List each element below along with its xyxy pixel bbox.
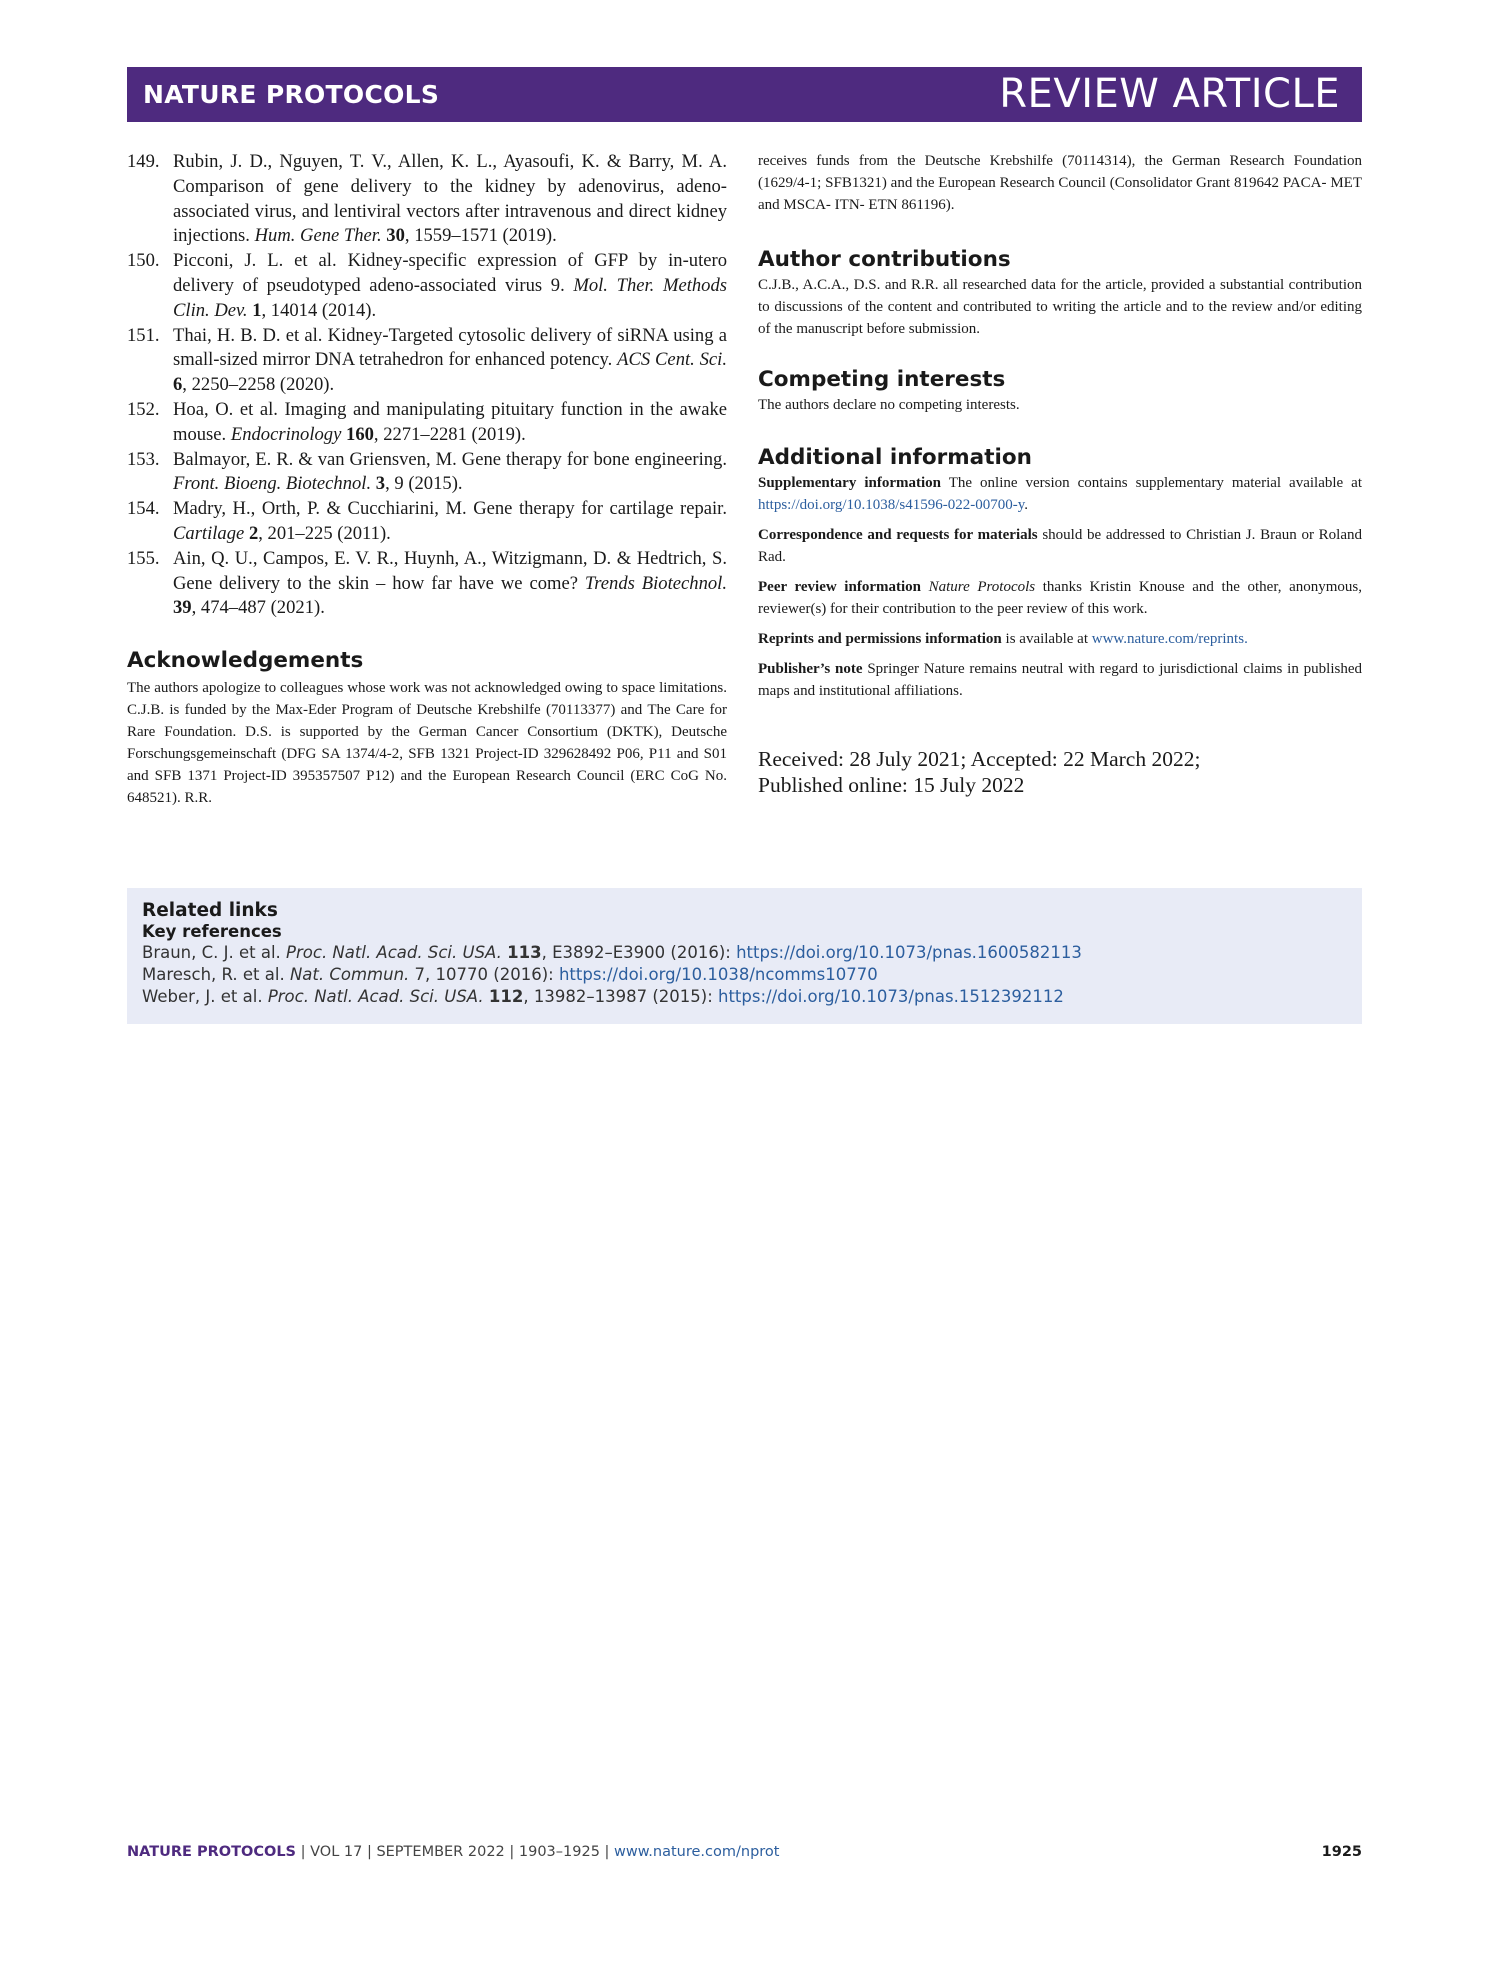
reference-journal: Hum. Gene Ther. bbox=[254, 225, 382, 247]
key-reference-journal: Proc. Natl. Acad. Sci. USA. bbox=[267, 987, 484, 1006]
reference-item bbox=[127, 150, 727, 249]
publisher-note-label: Publisher’s note bbox=[758, 661, 863, 677]
acknowledgements-text: The authors apologize to colleagues whose work was not acknowledged owing to space limitations. C.J.B. is funded by the Max-Eder Program of Deutsche Krebshilfe (70113377) and The Care for Rare Foundation. D.S. is supported by the German Cancer Consortium (DKTK), Deutsche Forschungsgemeinschaft (DFG SA 1374/4-2, SFB 1321 Project-ID 329628492 P06, P11 and S01 and SFB 1371 Project-ID 395357507 P12) and the European Research Council (ERC CoG No. 648521). R.R. bbox=[127, 680, 727, 807]
acknowledgements-heading: Acknowledgements bbox=[127, 648, 364, 674]
key-reference-journal: Proc. Natl. Acad. Sci. USA. bbox=[286, 943, 502, 962]
reference-pages: , 2250–2258 (2020). bbox=[182, 374, 335, 396]
page-number: 1925 bbox=[1321, 1844, 1362, 1860]
key-reference-pages: , 13982–13987 (2015): bbox=[523, 987, 718, 1006]
reference-pages: , 1559–1571 (2019). bbox=[404, 225, 557, 247]
reference-number: 154. bbox=[127, 498, 160, 520]
competing-interests-heading: Competing interests bbox=[758, 367, 1006, 392]
reference-journal: Cartilage bbox=[173, 522, 245, 544]
peer-review-information bbox=[758, 576, 1362, 620]
supplementary-label: Supplementary information bbox=[758, 475, 941, 491]
key-reference-authors: Maresch, R. et al. bbox=[142, 965, 290, 984]
key-reference-volume: 113 bbox=[507, 943, 542, 962]
key-reference-link[interactable]: https://doi.org/10.1073/pnas.1512392112 bbox=[718, 987, 1064, 1006]
page-footer bbox=[127, 1844, 1362, 1868]
reference-text: Madry, H., Orth, P. & Cucchiarini, M. Gene therapy for cartilage repair. bbox=[173, 498, 727, 520]
reprints-link[interactable]: www.nature.com/reprints. bbox=[1091, 631, 1248, 647]
reference-list bbox=[127, 150, 727, 621]
footer-journal-link[interactable]: www.nature.com/nprot bbox=[614, 1844, 780, 1860]
key-reference-link[interactable]: https://doi.org/10.1073/pnas.1600582113 bbox=[736, 943, 1082, 962]
competing-interests-text: The authors declare no competing interests. bbox=[758, 397, 1020, 413]
reference-journal: Mol. Ther. Methods Clin. Dev. bbox=[173, 274, 727, 321]
reprints-label: Reprints and permissions information bbox=[758, 631, 1002, 647]
journal-name: NATURE PROTOCOLS bbox=[143, 80, 440, 109]
reference-pages: , 14014 (2014). bbox=[261, 299, 377, 321]
acknowledgements-continuation: receives funds from the Deutsche Krebshilfe (70114314), the German Research Foundation (1629/4-1; SFB1321) and the European Research Council (Consolidator Grant 819642 PACA- MET and MSCA- ITN- ETN 861196). bbox=[758, 153, 1362, 213]
reference-item bbox=[127, 249, 727, 323]
reference-number: 155. bbox=[127, 547, 160, 569]
left-column bbox=[127, 150, 727, 809]
reference-pages: , 474–487 (2021). bbox=[191, 597, 325, 619]
reference-number: 151. bbox=[127, 324, 160, 346]
key-reference-link[interactable]: https://doi.org/10.1038/ncomms10770 bbox=[558, 965, 878, 984]
peer-review-text: thanks Kristin Knouse and the other, anonymous, reviewer(s) for their contribution to the peer review of this work. bbox=[758, 579, 1363, 617]
article-type: REVIEW ARTICLE bbox=[999, 71, 1340, 117]
correspondence-text: should be addressed to Christian J. Braun or Roland Rad. bbox=[758, 527, 1362, 565]
key-reference-pages: , E3892–E3900 (2016): bbox=[541, 943, 737, 962]
key-reference-authors: Braun, C. J. et al. bbox=[142, 943, 287, 962]
header-bar bbox=[127, 67, 1362, 122]
related-links-box bbox=[127, 888, 1362, 1024]
key-reference-pages: , 10770 (2016): bbox=[425, 965, 559, 984]
reference-pages: , 201–225 (2011). bbox=[258, 522, 391, 544]
publication-dates bbox=[758, 746, 1362, 798]
received-accepted-date: Received: 28 July 2021; Accepted: 22 March 2022; bbox=[758, 747, 1201, 771]
reference-text: Picconi, J. L. et al. Kidney-specific expression of GFP by in-utero delivery of pseudotyped adeno-associated virus 9. bbox=[173, 250, 727, 296]
supplementary-text: The online version contains supplementary material available at bbox=[941, 475, 1362, 491]
reference-journal: Endocrinology bbox=[230, 423, 342, 445]
reference-item bbox=[127, 448, 727, 498]
reference-volume: 3 bbox=[375, 473, 386, 495]
reference-journal: ACS Cent. Sci. bbox=[617, 349, 727, 371]
reference-text: Thai, H. B. D. et al. Kidney-Targeted cytosolic delivery of siRNA using a small-sized mirror DNA tetrahedron for enhanced potency. bbox=[173, 324, 727, 371]
right-column bbox=[758, 150, 1362, 798]
publisher-note-text: Springer Nature remains neutral with regard to jurisdictional claims in published maps and institutional affiliations. bbox=[758, 661, 1362, 699]
reference-volume: 2 bbox=[248, 522, 259, 544]
key-reference-journal: Nat. Commun. bbox=[289, 965, 410, 984]
footer-details: | VOL 17 | SEPTEMBER 2022 | 1903–1925 | bbox=[296, 1844, 615, 1860]
key-references-subtitle: Key references bbox=[142, 922, 282, 941]
reference-item bbox=[127, 398, 727, 448]
reference-item bbox=[127, 497, 727, 547]
related-links-content bbox=[142, 900, 1082, 1008]
reprints-text: is available at bbox=[1001, 631, 1092, 647]
peer-review-journal: Nature Protocols bbox=[928, 579, 1036, 595]
peer-review-label: Peer review information bbox=[758, 579, 921, 595]
reference-text: Rubin, J. D., Nguyen, T. V., Allen, K. L., Ayasoufi, K. & Barry, M. A. Comparison of gene delivery to the kidney by adenovirus, adeno-associated virus, and lentiviral vectors after intravenous and direct kidney injections. bbox=[173, 151, 727, 247]
key-reference-item bbox=[142, 986, 1082, 1008]
reference-number: 150. bbox=[127, 250, 160, 272]
reference-volume: 6 bbox=[173, 374, 183, 396]
reference-pages: , 2271–2281 (2019). bbox=[373, 423, 526, 445]
additional-information-heading: Additional information bbox=[758, 445, 1032, 470]
key-reference-volume: 112 bbox=[488, 987, 524, 1006]
supplementary-link[interactable]: https://doi.org/10.1038/s41596-022-00700-y bbox=[758, 497, 1025, 513]
reference-volume: 39 bbox=[173, 597, 192, 619]
reference-journal: Trends Biotechnol. bbox=[584, 572, 727, 594]
publisher-note bbox=[758, 658, 1362, 702]
reference-journal: Front. Bioeng. Biotechnol. bbox=[173, 473, 372, 495]
author-contributions-heading: Author contributions bbox=[758, 247, 1011, 272]
reference-item bbox=[127, 324, 727, 398]
reference-volume: 160 bbox=[346, 423, 374, 445]
reprints-information bbox=[758, 628, 1362, 650]
key-reference-volume: 7 bbox=[414, 965, 426, 984]
author-contributions-text: C.J.B., A.C.A., D.S. and R.R. all researched data for the article, provided a substantial contribution to discussions of the content and contributed to writing the article and to the review and/or editing of the manuscript before submission. bbox=[758, 277, 1362, 337]
footer-citation bbox=[127, 1844, 779, 1860]
key-reference-authors: Weber, J. et al. bbox=[142, 987, 268, 1006]
reference-number: 153. bbox=[127, 448, 160, 470]
footer-journal: NATURE PROTOCOLS bbox=[127, 1844, 297, 1860]
reference-text: Ain, Q. U., Campos, E. V. R., Huynh, A., Witzigmann, D. & Hedtrich, S. Gene delivery to the skin – how far have we come? bbox=[173, 547, 727, 594]
reference-number: 152. bbox=[127, 398, 160, 420]
key-reference-item bbox=[142, 942, 1082, 964]
reference-pages: , 9 (2015). bbox=[385, 473, 463, 495]
supplementary-end: . bbox=[1024, 497, 1028, 513]
published-online-date: Published online: 15 July 2022 bbox=[758, 773, 1025, 797]
reference-text: Balmayor, E. R. & van Griensven, M. Gene therapy for bone engineering. bbox=[173, 448, 727, 470]
related-links-title: Related links bbox=[142, 900, 278, 921]
reference-volume: 1 bbox=[252, 299, 262, 321]
reference-number: 149. bbox=[127, 151, 160, 172]
reference-text: Hoa, O. et al. Imaging and manipulating pituitary function in the awake mouse. bbox=[173, 398, 727, 445]
correspondence-label: Correspondence and requests for materials bbox=[758, 527, 1038, 543]
key-reference-item bbox=[142, 964, 1082, 986]
reference-volume: 30 bbox=[386, 225, 405, 247]
supplementary-information bbox=[758, 472, 1362, 516]
reference-item bbox=[127, 547, 727, 621]
correspondence-information bbox=[758, 524, 1362, 568]
